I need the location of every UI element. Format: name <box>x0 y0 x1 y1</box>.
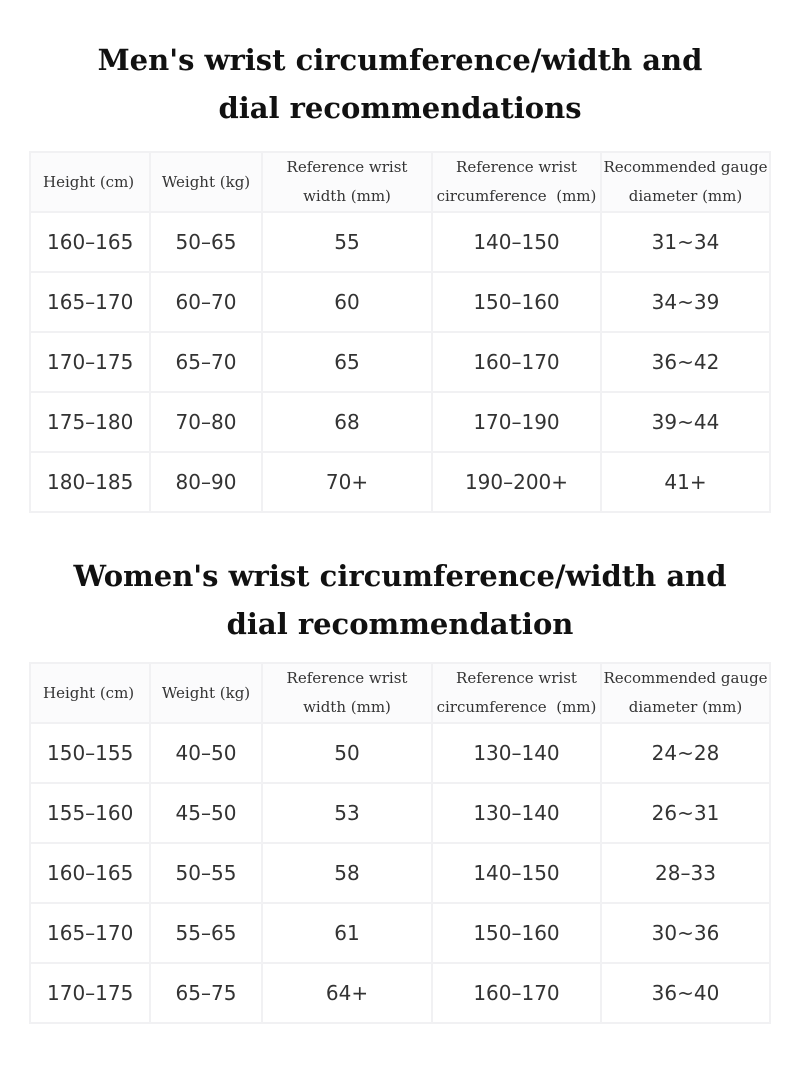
table-row <box>30 903 770 963</box>
cell-wrist-width: 60 <box>262 272 432 332</box>
header-text: width (mm) <box>303 698 391 716</box>
cell-height: 175–180 <box>30 392 150 452</box>
cell-wrist-circumference: 170–190 <box>432 392 601 452</box>
header-text: Reference wrist <box>456 669 577 687</box>
cell-height: 180–185 <box>30 452 150 512</box>
table-header-row <box>30 152 770 212</box>
table-row <box>30 272 770 332</box>
cell-wrist-circumference: 140–150 <box>432 212 601 272</box>
cell-wrist-circumference: 130–140 <box>432 723 601 783</box>
cell-gauge-diameter: 34~39 <box>601 272 770 332</box>
header-wrist-circumference <box>432 663 601 723</box>
men-title-line2: dial recommendations <box>218 91 582 125</box>
cell-gauge-diameter: 31~34 <box>601 212 770 272</box>
cell-wrist-width: 53 <box>262 783 432 843</box>
table-header-row <box>30 663 770 723</box>
cell-weight: 50–65 <box>150 212 262 272</box>
cell-wrist-circumference: 150–160 <box>432 903 601 963</box>
cell-height: 150–155 <box>30 723 150 783</box>
cell-height: 160–165 <box>30 212 150 272</box>
header-weight <box>150 663 262 723</box>
cell-wrist-width: 64+ <box>262 963 432 1023</box>
table-row <box>30 783 770 843</box>
cell-wrist-width: 50 <box>262 723 432 783</box>
cell-wrist-circumference: 160–170 <box>432 332 601 392</box>
women-size-table <box>29 662 771 1024</box>
cell-wrist-circumference: 150–160 <box>432 272 601 332</box>
header-text: circumference (mm) <box>436 698 597 716</box>
header-text: Height (cm) <box>43 172 135 191</box>
cell-wrist-circumference: 140–150 <box>432 843 601 903</box>
cell-weight: 60–70 <box>150 272 262 332</box>
table-row <box>30 843 770 903</box>
cell-weight: 50–55 <box>150 843 262 903</box>
cell-wrist-width: 58 <box>262 843 432 903</box>
header-text: circumference (mm) <box>436 187 597 205</box>
cell-gauge-diameter: 26~31 <box>601 783 770 843</box>
header-text: Recommended gauge <box>603 669 768 687</box>
cell-wrist-circumference: 190–200+ <box>432 452 601 512</box>
header-text: diameter (mm) <box>628 698 743 716</box>
cell-gauge-diameter: 41+ <box>601 452 770 512</box>
cell-gauge-diameter: 39~44 <box>601 392 770 452</box>
header-weight <box>150 152 262 212</box>
header-wrist-circumference <box>432 152 601 212</box>
header-wrist-width <box>262 152 432 212</box>
cell-wrist-circumference: 130–140 <box>432 783 601 843</box>
women-title-line1: Women's wrist circumference/width and <box>73 559 727 593</box>
header-text: diameter (mm) <box>628 187 743 205</box>
cell-height: 155–160 <box>30 783 150 843</box>
men-title-line1: Men's wrist circumference/width and <box>97 43 703 77</box>
cell-wrist-circumference: 160–170 <box>432 963 601 1023</box>
header-gauge-diameter <box>601 152 770 212</box>
header-text: Reference wrist <box>286 669 408 687</box>
cell-weight: 70–80 <box>150 392 262 452</box>
cell-weight: 80–90 <box>150 452 262 512</box>
men-section-title <box>0 36 800 132</box>
cell-weight: 40–50 <box>150 723 262 783</box>
cell-gauge-diameter: 30~36 <box>601 903 770 963</box>
cell-height: 165–170 <box>30 903 150 963</box>
header-height <box>30 663 150 723</box>
men-size-table <box>29 151 771 513</box>
women-title-line2: dial recommendation <box>226 607 574 641</box>
header-text: Weight (kg) <box>161 683 251 702</box>
cell-gauge-diameter: 36~42 <box>601 332 770 392</box>
cell-wrist-width: 70+ <box>262 452 432 512</box>
cell-height: 170–175 <box>30 963 150 1023</box>
cell-gauge-diameter: 24~28 <box>601 723 770 783</box>
cell-weight: 55–65 <box>150 903 262 963</box>
table-row <box>30 723 770 783</box>
cell-weight: 65–70 <box>150 332 262 392</box>
cell-gauge-diameter: 36~40 <box>601 963 770 1023</box>
cell-wrist-width: 55 <box>262 212 432 272</box>
table-row <box>30 963 770 1023</box>
cell-wrist-width: 61 <box>262 903 432 963</box>
header-wrist-width <box>262 663 432 723</box>
cell-height: 165–170 <box>30 272 150 332</box>
header-text: Reference wrist <box>456 158 577 176</box>
cell-gauge-diameter: 28–33 <box>601 843 770 903</box>
header-gauge-diameter <box>601 663 770 723</box>
cell-height: 160–165 <box>30 843 150 903</box>
table-row <box>30 332 770 392</box>
cell-weight: 65–75 <box>150 963 262 1023</box>
header-text: Reference wrist <box>286 158 408 176</box>
header-height <box>30 152 150 212</box>
table-row <box>30 452 770 512</box>
cell-weight: 45–50 <box>150 783 262 843</box>
header-text: Weight (kg) <box>161 172 251 191</box>
table-row <box>30 212 770 272</box>
cell-wrist-width: 68 <box>262 392 432 452</box>
header-text: Height (cm) <box>43 683 135 702</box>
cell-wrist-width: 65 <box>262 332 432 392</box>
cell-height: 170–175 <box>30 332 150 392</box>
header-text: width (mm) <box>303 187 391 205</box>
women-section-title <box>0 552 800 648</box>
table-row <box>30 392 770 452</box>
header-text: Recommended gauge <box>603 158 768 176</box>
